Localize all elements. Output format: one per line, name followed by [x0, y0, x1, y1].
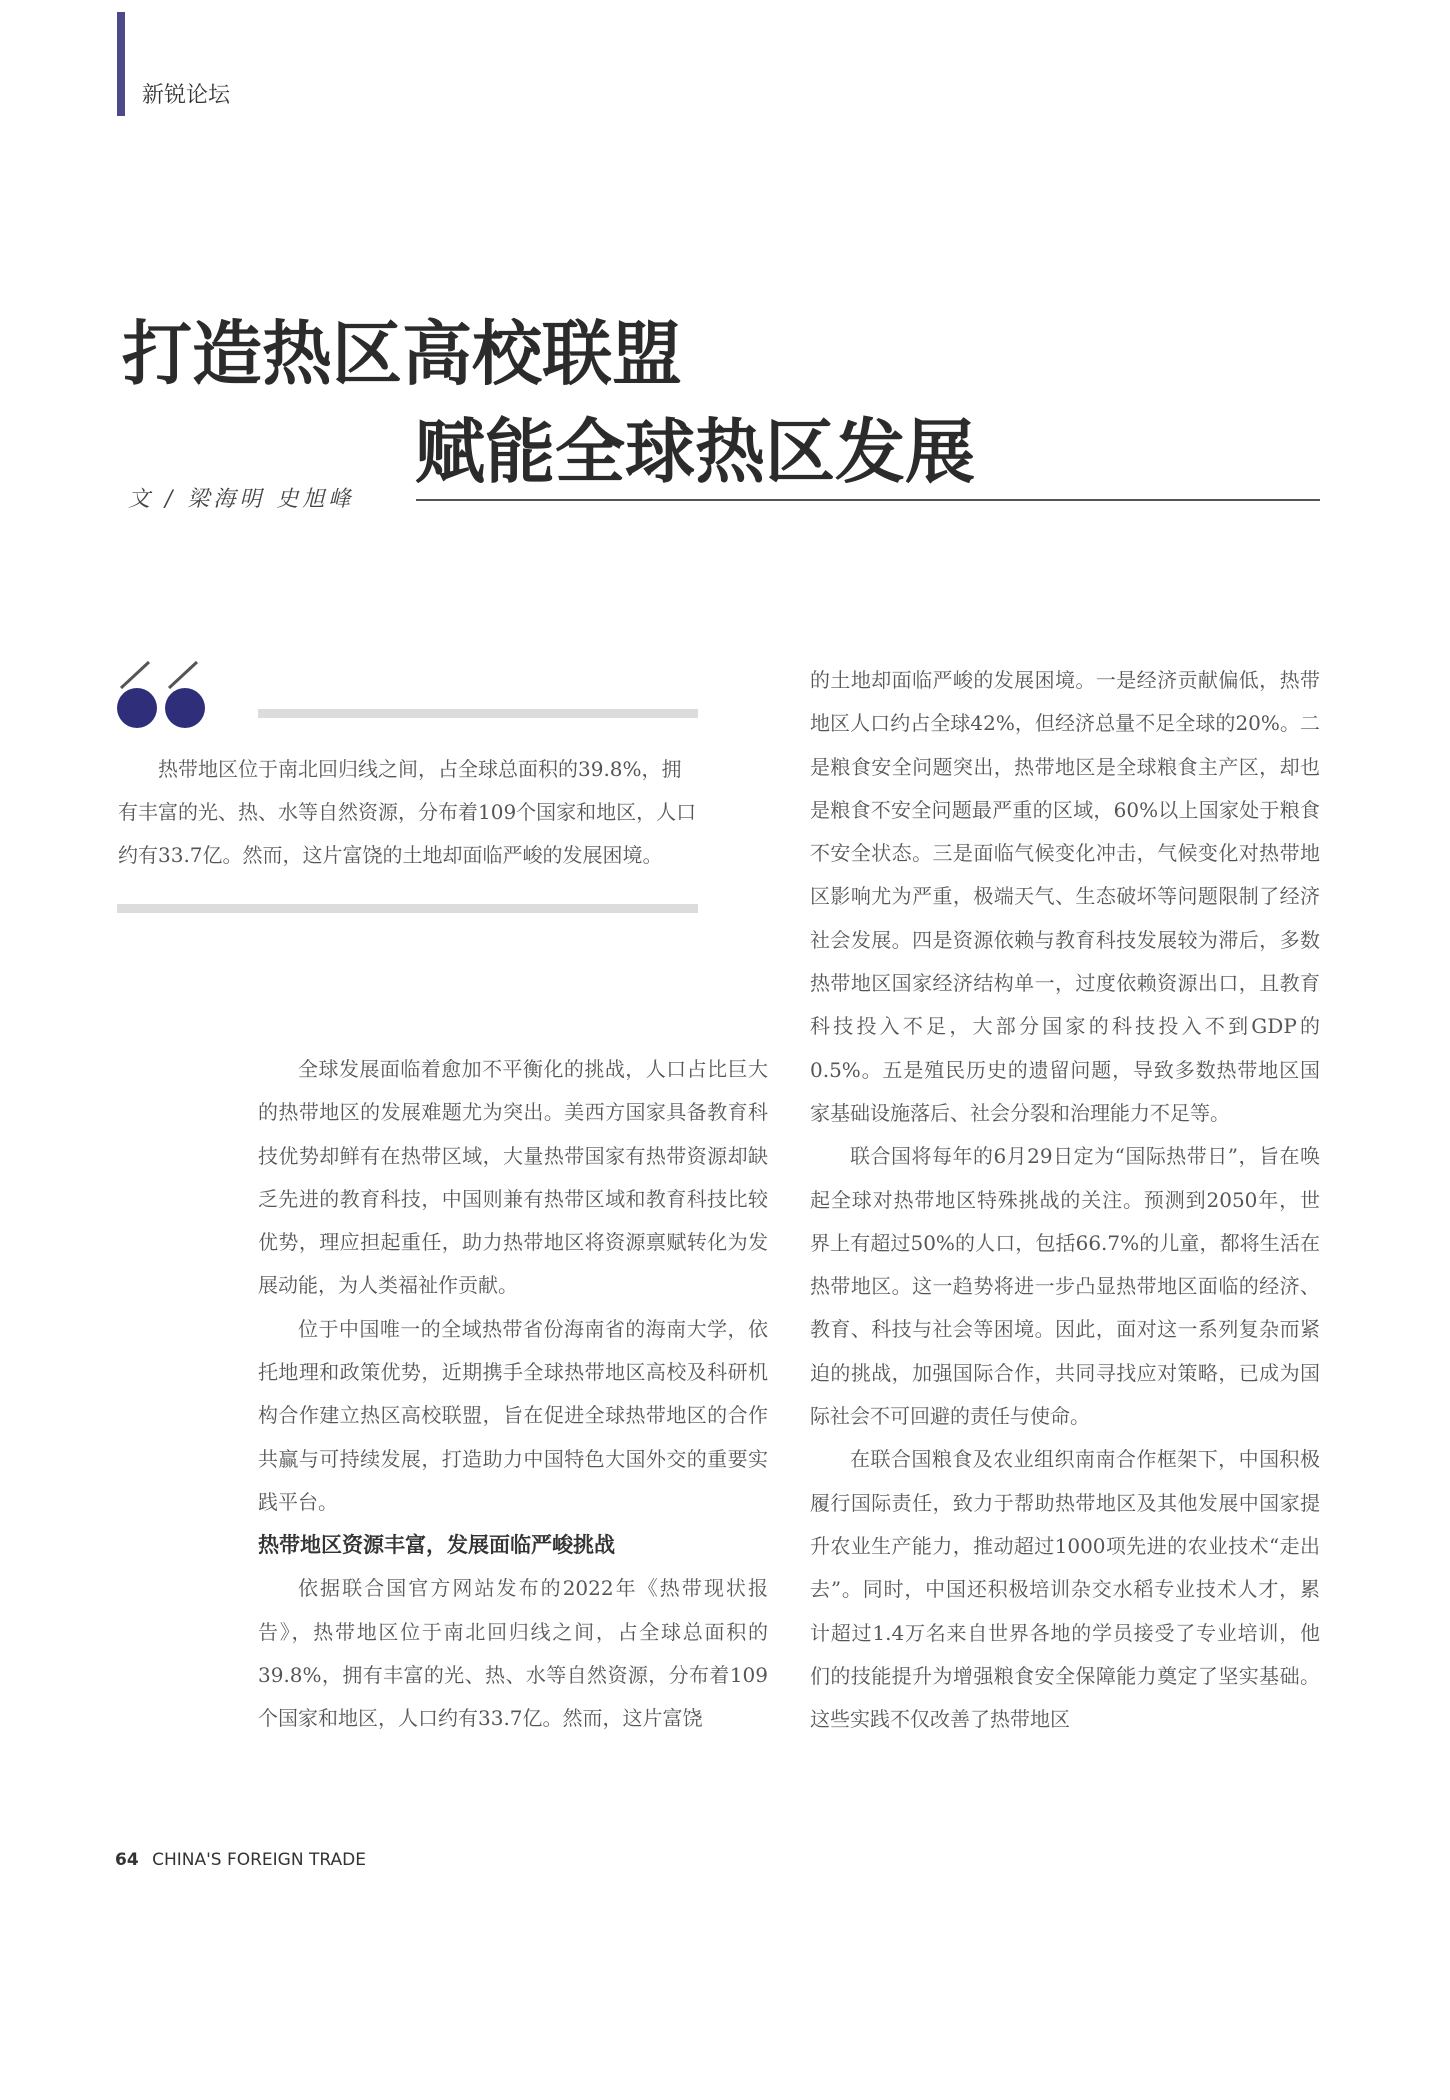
- section-subheading: 热带地区资源丰富，发展面临严峻挑战: [258, 1533, 615, 1558]
- body-paragraph: 在联合国粮食及农业组织南南合作框架下，中国积极履行国际责任，致力于帮助热带地区及其他发展中国家提升农业生产能力，推动超过1000项先进的农业技术“走出去”。同时，中国还积极培训杂交水稻专业技术人才，累计超过1.4万名来自世界各地的学员接受了专业培训，他们的技能提升为增强粮食安全保障能力奠定了坚实基础。这些实践不仅改善了热带地区: [810, 1447, 1320, 1732]
- left-column: [258, 1048, 768, 1740]
- quote-mark-icon: [115, 660, 215, 730]
- page-footer: [115, 1850, 366, 1870]
- page-number: 64: [115, 1850, 139, 1870]
- pull-quote-top-rule: [258, 709, 698, 718]
- byline: 文 / 梁海明 史旭峰: [128, 487, 355, 512]
- magazine-name: CHINA'S FOREIGN TRADE: [152, 1850, 366, 1870]
- section-label: 新锐论坛: [142, 83, 231, 108]
- body-paragraph: 依据联合国官方网站发布的2022年《热带现状报告》，热带地区位于南北回归线之间，占全球总面积的39.8%，拥有丰富的光、热、水等自然资源，分布着109个国家和地区，人口约有33.7亿。然而，这片富饶: [258, 1576, 768, 1731]
- pull-quote: 热带地区位于南北回归线之间，占全球总面积的39.8%，拥有丰富的光、热、水等自然资源，分布着109个国家和地区，人口约有33.7亿。然而，这片富饶的土地却面临严峻的发展困境。: [118, 757, 697, 867]
- section-accent-bar: [117, 12, 125, 116]
- pull-quote-bottom-rule: [117, 904, 698, 913]
- byline-rule: [416, 499, 1320, 501]
- body-paragraph: 位于中国唯一的全域热带省份海南省的海南大学，依托地理和政策优势，近期携手全球热带地区高校及科研机构合作建立热区高校联盟，旨在促进全球热带地区的合作共赢与可持续发展，打造助力中国特色大国外交的重要实践平台。: [258, 1316, 768, 1514]
- right-column: [810, 659, 1320, 1741]
- body-paragraph: 联合国将每年的6月29日定为“国际热带日”，旨在唤起全球对热带地区特殊挑战的关注。预测到2050年，世界上有超过50%的人口，包括66.7%的儿童，都将生活在热带地区。这一趋势将进一步凸显热带地区面临的经济、教育、科技与社会等困境。因此，面对这一系列复杂而紧迫的挑战，加强国际合作，共同寻找应对策略，已成为国际社会不可回避的责任与使命。: [810, 1144, 1320, 1429]
- article-title-line-2: 赋能全球热区发展: [415, 409, 975, 493]
- article-title-line-1: 打造热区高校联盟: [122, 311, 682, 395]
- body-paragraph: 的土地却面临严峻的发展困境。一是经济贡献偏低，热带地区人口约占全球42%，但经济总量不足全球的20%。二是粮食安全问题突出，热带地区是全球粮食主产区，却也是粮食不安全问题最严重的区域，60%以上国家处于粮食不安全状态。三是面临气候变化冲击，气候变化对热带地区影响尤为严重，极端天气、生态破坏等问题限制了经济社会发展。四是资源依赖与教育科技发展较为滞后，多数热带地区国家经济结构单一，过度依赖资源出口，且教育科技投入不足，大部分国家的科技投入不到GDP的0.5%。五是殖民历史的遗留问题，导致多数热带地区国家基础设施落后、社会分裂和治理能力不足等。: [810, 668, 1320, 1125]
- body-paragraph: 全球发展面临着愈加不平衡化的挑战，人口占比巨大的热带地区的发展难题尤为突出。美西方国家具备教育科技优势却鲜有在热带区域，大量热带国家有热带资源却缺乏先进的教育科技，中国则兼有热带区域和教育科技比较优势，理应担起重任，助力热带地区将资源禀赋转化为发展动能，为人类福祉作贡献。: [258, 1057, 768, 1298]
